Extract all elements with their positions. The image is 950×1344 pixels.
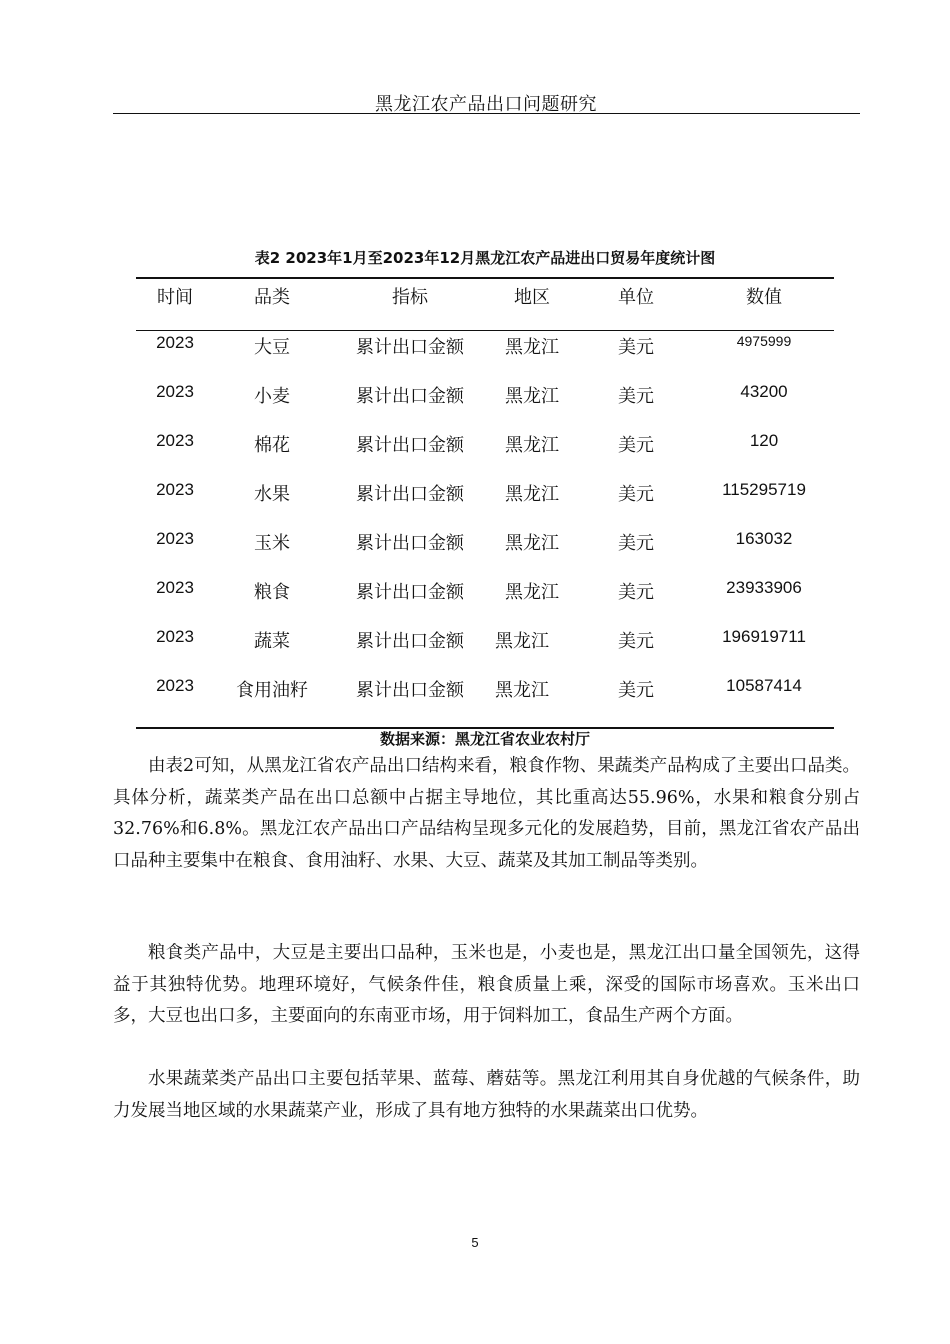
cell-value: 4975999 [736, 333, 792, 349]
table-row [136, 674, 834, 727]
cell-value: 120 [749, 431, 779, 450]
cell-unit: 美元 [618, 435, 654, 456]
cell-category: 小麦 [254, 386, 290, 407]
table-row [136, 380, 834, 429]
cell-region: 黑龙江 [505, 435, 559, 456]
cell-category: 棉花 [254, 435, 290, 456]
cell-unit: 美元 [618, 533, 654, 554]
header-rule [113, 113, 860, 114]
running-header-title: 黑龙江农产品出口问题研究 [375, 94, 597, 115]
cell-time: 2023 [156, 627, 194, 646]
cell-unit: 美元 [618, 680, 654, 701]
column-header-unit: 单位 [618, 287, 654, 308]
table-row [136, 625, 834, 674]
cell-region: 黑龙江 [505, 386, 559, 407]
page-number: 5 [471, 1235, 479, 1250]
cell-unit: 美元 [618, 484, 654, 505]
cell-region: 黑龙江 [505, 582, 559, 603]
cell-region: 黑龙江 [495, 631, 549, 652]
cell-time: 2023 [156, 382, 194, 401]
cell-category: 水果 [254, 484, 290, 505]
cell-time: 2023 [156, 333, 194, 352]
column-header-indicator: 指标 [392, 287, 428, 308]
cell-category: 玉米 [254, 533, 290, 554]
cell-time: 2023 [156, 431, 194, 450]
column-header-category: 品类 [254, 287, 290, 308]
table-row [136, 527, 834, 576]
column-header-value: 数值 [746, 287, 782, 308]
cell-indicator: 累计出口金额 [356, 680, 464, 701]
cell-time: 2023 [156, 529, 194, 548]
table-header-row [136, 279, 834, 331]
cell-value: 43200 [740, 382, 788, 401]
cell-time: 2023 [156, 676, 194, 695]
cell-indicator: 累计出口金额 [356, 631, 464, 652]
cell-region: 黑龙江 [495, 680, 549, 701]
table-row [136, 429, 834, 478]
body-paragraph: 由表2可知，从黑龙江省农产品出口结构来看，粮食作物、果蔬类产品构成了主要出口品类。具体分析，蔬菜类产品在出口总额中占据主导地位，其比重高达55.96%，水果和粮食分别占32.76%和6.8%。黑龙江农产品出口产品结构呈现多元化的发展趋势，目前，黑龙江省农产品出口品种主要集中在粮食、食用油籽、水果、大豆、蔬菜及其加工制品等类别。 [113, 756, 860, 871]
body-paragraph: 粮食类产品中，大豆是主要出口品种，玉米也是，小麦也是，黑龙江出口量全国领先，这得益于其独特优势。地理环境好，气候条件佳，粮食质量上乘，深受的国际市场喜欢。玉米出口多，大豆也出口多，主要面向的东南亚市场，用于饲料加工，食品生产两个方面。 [113, 943, 860, 1027]
column-header-time: 时间 [157, 287, 193, 308]
table-source-note: 数据来源：黑龙江省农业农村厅 [379, 730, 590, 748]
table-row [136, 478, 834, 527]
cell-value: 10587414 [726, 676, 802, 695]
cell-indicator: 累计出口金额 [356, 337, 464, 358]
cell-indicator: 累计出口金额 [356, 484, 464, 505]
cell-value: 115295719 [722, 480, 806, 499]
cell-region: 黑龙江 [505, 484, 559, 505]
cell-unit: 美元 [618, 631, 654, 652]
cell-time: 2023 [156, 578, 194, 597]
cell-indicator: 累计出口金额 [356, 435, 464, 456]
cell-category: 蔬菜 [254, 631, 290, 652]
table-row [136, 331, 834, 380]
cell-unit: 美元 [618, 386, 654, 407]
cell-region: 黑龙江 [505, 337, 559, 358]
cell-indicator: 累计出口金额 [356, 533, 464, 554]
cell-indicator: 累计出口金额 [356, 386, 464, 407]
statistics-table [136, 277, 834, 729]
cell-category: 食用油籽 [236, 680, 308, 701]
cell-indicator: 累计出口金额 [356, 582, 464, 603]
cell-unit: 美元 [618, 582, 654, 603]
column-header-region: 地区 [514, 287, 550, 308]
cell-time: 2023 [156, 480, 194, 499]
cell-value: 163032 [735, 529, 793, 548]
cell-unit: 美元 [618, 337, 654, 358]
cell-category: 粮食 [254, 582, 290, 603]
table-caption: 表2 2023年1月至2023年12月黑龙江农产品进出口贸易年度统计图 [254, 249, 716, 267]
cell-value: 196919711 [722, 627, 806, 646]
cell-region: 黑龙江 [505, 533, 559, 554]
cell-category: 大豆 [254, 337, 290, 358]
body-paragraph: 水果蔬菜类产品出口主要包括苹果、蓝莓、蘑菇等。黑龙江利用其自身优越的气候条件，助力发展当地区域的水果蔬菜产业，形成了具有地方独特的水果蔬菜出口优势。 [113, 1069, 860, 1121]
cell-value: 23933906 [726, 578, 802, 597]
table-row [136, 576, 834, 625]
